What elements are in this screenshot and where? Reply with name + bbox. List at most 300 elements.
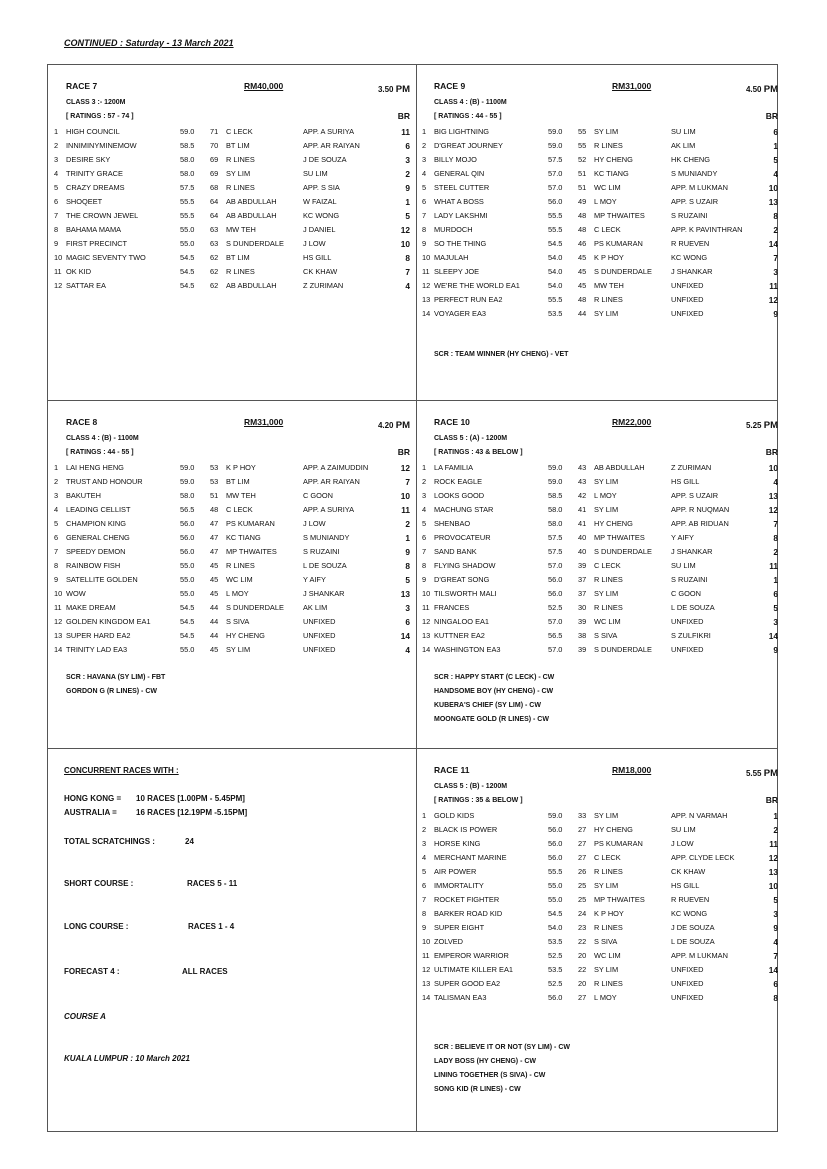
race-time-value: 4.20 (377, 421, 394, 430)
race-ratings: [ RATINGS : 44 - 55 ] (66, 449, 134, 456)
runner-row (418, 991, 782, 1005)
runner-list (418, 125, 782, 321)
horse-name: GOLDEN KINGDOM EA1 (66, 617, 151, 626)
barrier: 3 (773, 617, 778, 627)
race-title: RACE 9 (434, 81, 466, 91)
weight: 58.0 (548, 519, 563, 528)
runner-number: 12 (422, 617, 431, 626)
rating: 24 (578, 909, 587, 918)
horse-name: FLYING SHADOW (434, 561, 496, 570)
race-title: RACE 11 (434, 765, 470, 775)
runner-row (50, 223, 414, 237)
rating: 39 (578, 645, 587, 654)
jockey: SY LIM (594, 505, 619, 514)
jockey: C LECK (226, 505, 253, 514)
trainer: S RUZAINI (671, 211, 708, 220)
horse-name: ULTIMATE KILLER EA1 (434, 965, 513, 974)
trainer: UNFIXED (303, 617, 336, 626)
horse-name: CHAMPION KING (66, 519, 126, 528)
runner-number: 2 (422, 825, 427, 834)
scratching-note: KUBERA'S CHIEF (SY LIM) - CW (434, 702, 541, 709)
jockey: PS KUMARAN (594, 239, 643, 248)
trainer: CK KHAW (671, 867, 706, 876)
barrier: 7 (773, 951, 778, 961)
barrier: 2 (773, 225, 778, 235)
horse-name: EMPEROR WARRIOR (434, 951, 509, 960)
jockey: KC TIANG (226, 533, 261, 542)
long-course-label: LONG COURSE : (64, 922, 129, 931)
jockey: R LINES (226, 155, 255, 164)
horse-name: MACHUNG STAR (434, 505, 494, 514)
horse-name: IMMORTALITY (434, 881, 484, 890)
jockey: C LECK (226, 127, 253, 136)
runner-number: 14 (422, 645, 431, 654)
jockey: WC LIM (594, 617, 621, 626)
horse-name: SPEEDY DEMON (66, 547, 126, 556)
jockey: SY LIM (594, 589, 619, 598)
weight: 54.5 (180, 253, 195, 262)
trainer: AK LIM (671, 141, 696, 150)
runner-number: 7 (422, 547, 427, 556)
horse-name: TRINITY LAD EA3 (66, 645, 128, 654)
runner-number: 4 (422, 169, 427, 178)
jockey: SY LIM (594, 309, 619, 318)
weight: 53.5 (548, 965, 563, 974)
horse-name: SUPER EIGHT (434, 923, 485, 932)
runner-number: 1 (422, 811, 427, 820)
jockey: S SIVA (594, 937, 618, 946)
runner-number: 8 (54, 561, 59, 570)
rating: 45 (578, 253, 587, 262)
barrier: 13 (400, 589, 410, 599)
weight: 55.0 (548, 895, 563, 904)
runner-number: 3 (422, 155, 427, 164)
scratching-note: MOONGATE GOLD (R LINES) - CW (434, 716, 549, 723)
rating: 44 (210, 603, 219, 612)
trainer: R RUEVEN (671, 895, 710, 904)
runner-row (418, 279, 782, 293)
runner-number: 10 (422, 589, 431, 598)
short-course-label: SHORT COURSE : (64, 879, 134, 888)
runner-row (418, 153, 782, 167)
weight: 54.5 (180, 631, 195, 640)
runner-list (50, 461, 414, 657)
horse-name: ROCK EAGLE (434, 477, 483, 486)
runner-number: 9 (54, 575, 59, 584)
jockey: MP THWAITES (594, 895, 645, 904)
jockey: AB ABDULLAH (226, 197, 277, 206)
jockey: SY LIM (226, 169, 251, 178)
barrier: 4 (773, 477, 778, 487)
jockey: SY LIM (594, 811, 619, 820)
jockey: AB ABDULLAH (594, 463, 645, 472)
horse-name: PROVOCATEUR (434, 533, 491, 542)
horse-name: D'GREAT SONG (434, 575, 490, 584)
trainer: S RUZAINI (303, 547, 340, 556)
jockey: HY CHENG (226, 631, 265, 640)
horse-name: DESIRE SKY (66, 155, 111, 164)
runner-number: 7 (54, 547, 59, 556)
weight: 55.5 (548, 867, 563, 876)
horse-name: FIRST PRECINCT (66, 239, 128, 248)
rating: 42 (578, 491, 587, 500)
jockey: HY CHENG (594, 825, 633, 834)
barrier: 6 (405, 617, 410, 627)
trainer: APP. N VARMAH (671, 811, 728, 820)
scratching-note: SCR : BELIEVE IT OR NOT (SY LIM) - CW (434, 1044, 570, 1051)
rating: 33 (578, 811, 587, 820)
jockey: PS KUMARAN (594, 839, 643, 848)
horse-name: LOOKS GOOD (434, 491, 485, 500)
runner-number: 6 (422, 533, 427, 542)
rating: 49 (578, 197, 587, 206)
weight: 56.0 (180, 547, 195, 556)
race-title: RACE 7 (66, 81, 98, 91)
trainer: J DE SOUZA (671, 923, 715, 932)
barrier: 2 (773, 547, 778, 557)
runner-list (50, 125, 414, 293)
rating: 48 (210, 505, 219, 514)
runner-number: 2 (422, 141, 427, 150)
barrier: 14 (768, 631, 778, 641)
runner-number: 8 (422, 561, 427, 570)
race-time-value: 4.50 (745, 85, 762, 94)
jockey: K P HOY (594, 909, 624, 918)
rating: 63 (210, 225, 219, 234)
race-time-value: 5.55 (745, 769, 762, 778)
trainer: Z ZURIMAN (303, 281, 344, 290)
barrier: 7 (405, 267, 410, 277)
runner-row (418, 139, 782, 153)
barrier-header: BR (765, 447, 778, 457)
horse-name: MAJULAH (434, 253, 469, 262)
runner-number: 5 (54, 519, 59, 528)
runner-number: 11 (54, 603, 62, 612)
barrier: 7 (773, 519, 778, 529)
race-time-ampm: PM (763, 420, 778, 431)
horse-name: LADY LAKSHMI (434, 211, 488, 220)
barrier: 11 (769, 839, 778, 849)
rating: 43 (578, 477, 587, 486)
race-time (378, 84, 410, 95)
horse-name: SUPER HARD EA2 (66, 631, 131, 640)
race-prize: RM40,000 (244, 81, 284, 91)
rating: 26 (578, 867, 587, 876)
barrier: 9 (773, 645, 778, 655)
horse-name: MAKE DREAM (66, 603, 116, 612)
trainer: J SHANKAR (671, 267, 713, 276)
trainer: J DE SOUZA (303, 155, 347, 164)
trainer: HS GILL (671, 477, 700, 486)
runner-row (50, 587, 414, 601)
weight: 58.0 (548, 505, 563, 514)
australia-value: 16 RACES [12.19PM -5.15PM] (136, 808, 248, 817)
race-prize: RM22,000 (612, 417, 652, 427)
weight: 52.5 (548, 603, 563, 612)
weight: 56.0 (180, 533, 195, 542)
barrier: 13 (768, 867, 778, 877)
barrier: 2 (405, 169, 410, 179)
race-card-grid (47, 64, 778, 1132)
rating: 48 (578, 211, 587, 220)
rating: 37 (578, 589, 587, 598)
runner-number: 9 (54, 239, 59, 248)
weight: 55.0 (180, 561, 195, 570)
race-time (746, 768, 778, 779)
runner-number: 8 (54, 225, 59, 234)
trainer: APP. S UZAIR (671, 491, 719, 500)
race-ratings: [ RATINGS : 57 - 74 ] (66, 113, 134, 120)
horse-name: HIGH COUNCIL (66, 127, 120, 136)
scratching-note: LINING TOGETHER (S SIVA) - CW (434, 1072, 546, 1079)
row-divider (48, 748, 777, 749)
trainer: SU LIM (671, 127, 696, 136)
trainer: HK CHENG (671, 155, 711, 164)
jockey: AB ABDULLAH (226, 281, 277, 290)
weight: 54.5 (180, 281, 195, 290)
scratching-note: LADY BOSS (HY CHENG) - CW (434, 1058, 537, 1065)
weight: 55.5 (548, 211, 563, 220)
trainer: J LOW (303, 519, 326, 528)
runner-row (418, 223, 782, 237)
trainer: C GOON (671, 589, 701, 598)
horse-name: TRUST AND HONOUR (66, 477, 143, 486)
horse-name: OK KID (66, 267, 92, 276)
rating: 43 (578, 463, 587, 472)
trainer: APP. AR RAIYAN (303, 141, 360, 150)
rating: 39 (578, 617, 587, 626)
runner-row (418, 293, 782, 307)
runner-number: 1 (422, 463, 427, 472)
runner-number: 4 (422, 853, 427, 862)
runner-number: 14 (422, 309, 431, 318)
rating: 45 (210, 645, 219, 654)
weight: 53.5 (548, 937, 563, 946)
barrier: 10 (768, 183, 778, 193)
jockey: MP THWAITES (594, 533, 645, 542)
weight: 57.0 (548, 617, 563, 626)
trainer: J SHANKAR (671, 547, 713, 556)
runner-number: 3 (422, 839, 427, 848)
trainer: SU LIM (303, 169, 328, 178)
jockey: C LECK (594, 853, 621, 862)
trainer: APP. CLYDE LECK (671, 853, 735, 862)
runner-row (418, 181, 782, 195)
runner-row (50, 125, 414, 139)
place-date: KUALA LUMPUR : 10 March 2021 (64, 1054, 190, 1063)
runner-row (418, 629, 782, 643)
jockey: R LINES (594, 295, 623, 304)
barrier: 5 (773, 155, 778, 165)
barrier: 13 (768, 197, 778, 207)
runner-row (50, 573, 414, 587)
horse-name: SATELLITE GOLDEN (66, 575, 138, 584)
jockey: BT LIM (226, 477, 250, 486)
runner-number: 13 (422, 979, 431, 988)
race-time-ampm: PM (763, 84, 778, 95)
horse-name: MERCHANT MARINE (434, 853, 507, 862)
rating: 41 (578, 505, 587, 514)
jockey: R LINES (226, 561, 255, 570)
weight: 55.5 (180, 211, 195, 220)
scratching-note: SCR : HAVANA (SY LIM) - FBT (66, 674, 166, 681)
barrier: 10 (768, 881, 778, 891)
barrier: 10 (768, 463, 778, 473)
horse-name: VOYAGER EA3 (434, 309, 487, 318)
jockey: MW TEH (226, 491, 256, 500)
barrier: 10 (400, 491, 410, 501)
weight: 57.0 (548, 561, 563, 570)
runner-number: 4 (422, 505, 427, 514)
jockey: S DUNDERDALE (594, 645, 652, 654)
trainer: UNFIXED (671, 979, 704, 988)
barrier: 2 (773, 825, 778, 835)
trainer: CK KHAW (303, 267, 338, 276)
barrier: 8 (405, 561, 410, 571)
weight: 56.0 (548, 589, 563, 598)
horse-name: TRINITY GRACE (66, 169, 123, 178)
rating: 22 (578, 937, 587, 946)
trainer: HS GILL (303, 253, 332, 262)
forecast-value: ALL RACES (182, 967, 228, 976)
runner-row (418, 475, 782, 489)
barrier: 4 (773, 169, 778, 179)
horse-name: THE CROWN JEWEL (66, 211, 139, 220)
trainer: Y AIFY (303, 575, 326, 584)
race-time-ampm: PM (395, 420, 410, 431)
hong-kong-value: 10 RACES [1.00PM - 5.45PM] (136, 794, 245, 803)
weight: 58.5 (180, 141, 195, 150)
barrier: 9 (773, 309, 778, 319)
weight: 54.0 (548, 253, 563, 262)
jockey: WC LIM (594, 183, 621, 192)
runner-row (418, 545, 782, 559)
jockey: MP THWAITES (226, 547, 277, 556)
jockey: WC LIM (226, 575, 253, 584)
runner-number: 14 (54, 645, 63, 654)
barrier: 8 (773, 993, 778, 1003)
barrier: 1 (773, 575, 778, 585)
horse-name: SHOQEET (66, 197, 103, 206)
trainer: S MUNIANDY (303, 533, 350, 542)
barrier-header: BR (397, 111, 410, 121)
runner-number: 5 (422, 867, 427, 876)
barrier: 9 (773, 923, 778, 933)
barrier: 4 (405, 645, 410, 655)
jockey: WC LIM (594, 951, 621, 960)
rating: 69 (210, 169, 219, 178)
barrier-header: BR (397, 447, 410, 457)
race-time-ampm: PM (763, 768, 778, 779)
weight: 59.0 (548, 141, 563, 150)
race-time (746, 84, 778, 95)
horse-name: WASHINGTON EA3 (434, 645, 501, 654)
horse-name: SUPER GOOD EA2 (434, 979, 501, 988)
weight: 57.0 (548, 645, 563, 654)
jockey: BT LIM (226, 253, 250, 262)
trainer: APP. AB RIDUAN (671, 519, 729, 528)
barrier: 3 (405, 155, 410, 165)
weight: 59.0 (180, 127, 195, 136)
rating: 62 (210, 281, 219, 290)
horse-name: D'GREAT JOURNEY (434, 141, 503, 150)
rating: 47 (210, 533, 219, 542)
jockey: HY CHENG (594, 155, 633, 164)
concurrent-heading: CONCURRENT RACES WITH : (64, 766, 179, 775)
rating: 44 (210, 631, 219, 640)
runner-number: 9 (422, 239, 427, 248)
barrier: 13 (768, 491, 778, 501)
trainer: Y AIFY (671, 533, 694, 542)
rating: 39 (578, 561, 587, 570)
runner-row (50, 181, 414, 195)
trainer: S MUNIANDY (671, 169, 718, 178)
weight: 54.5 (180, 617, 195, 626)
jockey: S DUNDERDALE (226, 239, 284, 248)
rating: 22 (578, 965, 587, 974)
weight: 53.5 (548, 309, 563, 318)
runner-number: 6 (54, 197, 59, 206)
barrier: 6 (773, 127, 778, 137)
runner-number: 13 (422, 295, 431, 304)
race-prize: RM18,000 (612, 765, 652, 775)
weight: 56.0 (548, 575, 563, 584)
trainer: UNFIXED (303, 645, 336, 654)
jockey: R LINES (594, 575, 623, 584)
trainer: AK LIM (303, 603, 328, 612)
runner-number: 2 (54, 141, 59, 150)
total-scratchings-label: TOTAL SCRATCHINGS : (64, 837, 155, 846)
rating: 20 (578, 951, 587, 960)
total-scratchings-value: 24 (185, 837, 194, 846)
runner-number: 6 (422, 881, 427, 890)
runner-row (418, 195, 782, 209)
race-time-value: 5.25 (745, 421, 762, 430)
weight: 59.0 (548, 127, 563, 136)
race-prize: RM31,000 (612, 81, 652, 91)
scratching-note: SONG KID (R LINES) - CW (434, 1086, 521, 1093)
weight: 54.5 (180, 603, 195, 612)
weight: 54.5 (548, 909, 563, 918)
weight: 59.0 (548, 477, 563, 486)
forecast-label: FORECAST 4 : (64, 967, 120, 976)
rating: 45 (578, 267, 587, 276)
jockey: K P HOY (594, 253, 624, 262)
jockey: L MOY (594, 491, 617, 500)
barrier: 5 (405, 575, 410, 585)
weight: 55.0 (180, 575, 195, 584)
barrier: 7 (773, 253, 778, 263)
rating: 70 (210, 141, 219, 150)
runner-row (50, 489, 414, 503)
trainer: J LOW (303, 239, 326, 248)
rating: 51 (210, 491, 219, 500)
jockey: HY CHENG (594, 519, 633, 528)
runner-row (418, 237, 782, 251)
runner-row (50, 475, 414, 489)
barrier: 3 (405, 603, 410, 613)
weight: 57.0 (548, 169, 563, 178)
trainer: APP. A ZAIMUDDIN (303, 463, 369, 472)
runner-number: 3 (54, 155, 59, 164)
weight: 56.0 (180, 519, 195, 528)
trainer: S RUZAINI (671, 575, 708, 584)
runner-row (50, 559, 414, 573)
horse-name: SAND BANK (434, 547, 477, 556)
rating: 38 (578, 631, 587, 640)
rating: 37 (578, 575, 587, 584)
weight: 55.0 (180, 225, 195, 234)
